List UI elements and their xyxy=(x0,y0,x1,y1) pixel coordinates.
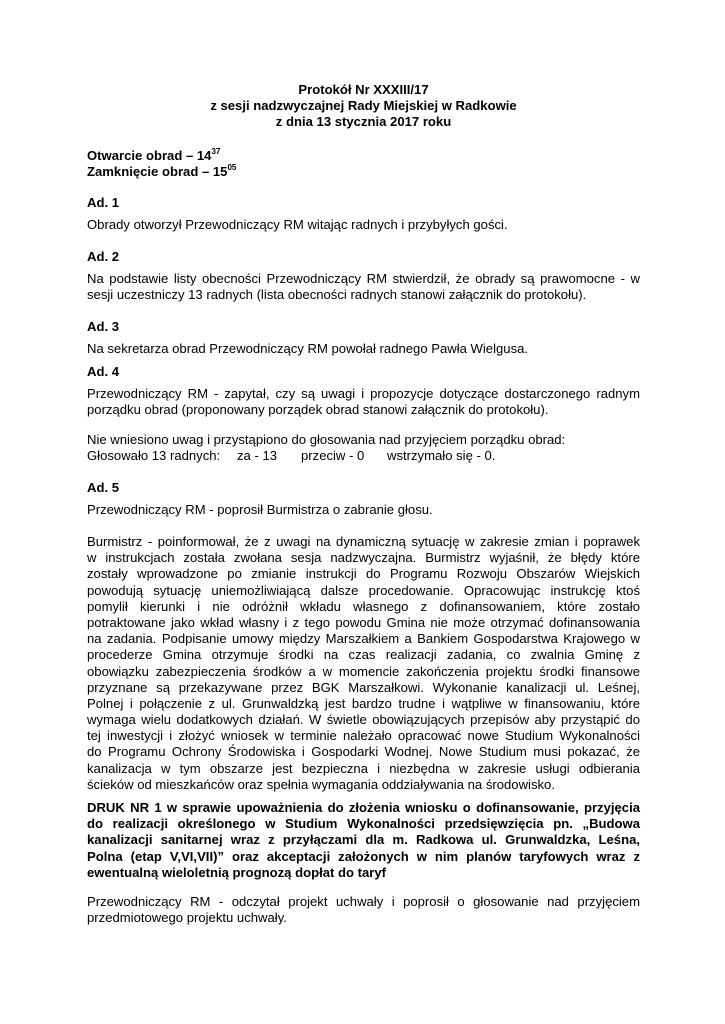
closing-time: Zamknięcie obrad – $15^{05}$ xyxy=(87,163,237,180)
opening-time: Otwarcie obrad – $14^{37}$ xyxy=(87,147,221,163)
paragraph-line: zostały wprowadzone po zmianie instrukcji do Programu Rozwoju Obszarów Wiejskich xyxy=(87,566,640,582)
heading-line: ewentualną wieloletnią prognozą dopłat do taryf xyxy=(87,864,387,880)
vote-against: przeciw - 0 xyxy=(301,448,365,463)
opening-minutes: 37 xyxy=(211,147,221,156)
druk1-paragraph xyxy=(87,894,640,926)
ad3-heading: Ad. 3 xyxy=(87,319,120,334)
ad5-paragraph xyxy=(87,534,640,793)
ad1-heading: Ad. 1 xyxy=(87,195,120,210)
ad2-paragraph xyxy=(87,271,640,303)
ad4-vote-result xyxy=(87,448,640,464)
paragraph-line: powodują sytuację uniemożliwiającą dalsze procedowanie. Opracowując instrukcję ktoś xyxy=(87,582,640,598)
paragraph-line: porządku obrad (proponowany porządek obrad stanowi załącznik do protokołu). xyxy=(87,402,549,418)
title-line-1: Protokół Nr XXXIII/17 xyxy=(298,82,429,97)
heading-line: kanalizacji sanitarnej wraz z przyłączami dla m. Radkowa ul. Grunwaldzka, Leśna, xyxy=(87,832,640,848)
paragraph-line: Przewodniczący RM - odczytał projekt uchwały i poprosił o głosowanie nad przyjęciem xyxy=(87,894,640,909)
paragraph-line: Burmistrz - poinformował, że z uwagi na dynamiczną sytuację w zakresie zmian i poprawek xyxy=(87,534,640,549)
ad4-heading: Ad. 4 xyxy=(87,364,120,379)
vote-for: za - 13 xyxy=(237,448,278,463)
ad2-heading: Ad. 2 xyxy=(87,249,120,264)
paragraph-line: Polnej i połączenie z ul. Grunwaldzką jest bardzo trudne i wątpliwe w finansowaniu, które xyxy=(87,695,640,711)
paragraph-line: procederze Gmina otrzymuje środki na czas realizacji zadania, co zwalnia Gminę z xyxy=(87,647,640,663)
session-times xyxy=(87,148,640,180)
paragraph-line: kanalizacja w tym obszarze jest bezpieczna i niezbędna w zakresie usługi odbierania xyxy=(87,760,640,776)
ad5-heading: Ad. 5 xyxy=(87,480,120,495)
paragraph-line: ścieków od mieszkańców oraz spełnia wymagania oddziaływania na środowisko. xyxy=(87,776,555,792)
paragraph-line: wymaga wielu dodatkowych działań. W świetle obowiązujących przepisów aby przystąpić do xyxy=(87,712,640,728)
ad5-intro: Przewodniczący RM - poprosił Burmistrza o zabranie głosu. xyxy=(87,502,433,517)
paragraph-line: Na podstawie listy obecności Przewodniczący RM stwierdził, że obrady są prawomocne - w xyxy=(87,271,640,286)
ad4-paragraph xyxy=(87,386,640,418)
ad4-vote-intro: Nie wniesiono uwag i przystąpiono do głosowania nad przyjęciem porządku obrad: xyxy=(87,432,566,447)
paragraph-line: w instrukcjach została zwołana sesja nadzwyczajna. Burmistrz wyjaśnił, że błędy które xyxy=(87,550,640,566)
paragraph-line: do Programu Ochrony Środowiska i Gospodarki Wodnej. Nowe Studium musi pokazać, że xyxy=(87,744,640,760)
document-title xyxy=(87,82,640,131)
paragraph-line: sesji uczestniczy 13 radnych (lista obecności radnych stanowi załącznik do protokołu). xyxy=(87,287,587,303)
vote-total: Głosowało 13 radnych: xyxy=(87,448,221,463)
paragraph-line: potraktowane jako wkład własny i z tego powodu Gmina nie może otrzymać dofinansowania xyxy=(87,614,640,630)
title-line-2: z sesji nadzwyczajnej Rady Miejskiej w Radkowie xyxy=(210,98,517,114)
ad3-text: Na sekretarza obrad Przewodniczący RM powołał radnego Pawła Wielgusa. xyxy=(87,341,529,356)
paragraph-line: przedmiotowego projektu uchwały. xyxy=(87,910,287,926)
heading-line: DRUK NR 1 w sprawie upoważnienia do złożenia wniosku o dofinansowanie, przyjęcia xyxy=(87,800,640,815)
paragraph-line: na zadania. Podpisanie umowy między Marszałkiem a Bankiem Gospodarstwa Krajowego w xyxy=(87,631,640,647)
vote-abstain: wstrzymało się - 0. xyxy=(387,448,496,463)
druk1-heading xyxy=(87,800,640,881)
paragraph-line: tej inwestycji i złożyć wniosek w terminie należało opracować nowe Studium Wykonalności xyxy=(87,728,640,744)
paragraph-line: przyznane są przekazywane przez BGK Marszałkowi. Wykonanie kanalizacji ul. Leśnej, xyxy=(87,679,640,695)
title-line-3: z dnia 13 stycznia 2017 roku xyxy=(275,114,452,130)
closing-minutes: 05 xyxy=(227,163,237,173)
paragraph-line: pomylił kierunki i nie odróżnił wkładu własnego z dofinansowaniem, które zostało xyxy=(87,598,640,614)
heading-line: do realizacji określonego w Studium Wykonalności przedsięwzięcia pn. „Budowa xyxy=(87,816,640,832)
ad1-text: Obrady otworzył Przewodniczący RM witając radnych i przybyłych gości. xyxy=(87,217,508,232)
paragraph-line: obowiązku zabezpieczenia środków a w momencie zakończenia projektu środki finansowe xyxy=(87,663,640,679)
paragraph-line: Przewodniczący RM - zapytał, czy są uwagi i propozycje dotyczące dostarczonego radnym xyxy=(87,386,640,401)
heading-line: Polna (etap V,VI,VII)” oraz akceptacji założonych w nim planów taryfowych wraz z xyxy=(87,848,640,864)
